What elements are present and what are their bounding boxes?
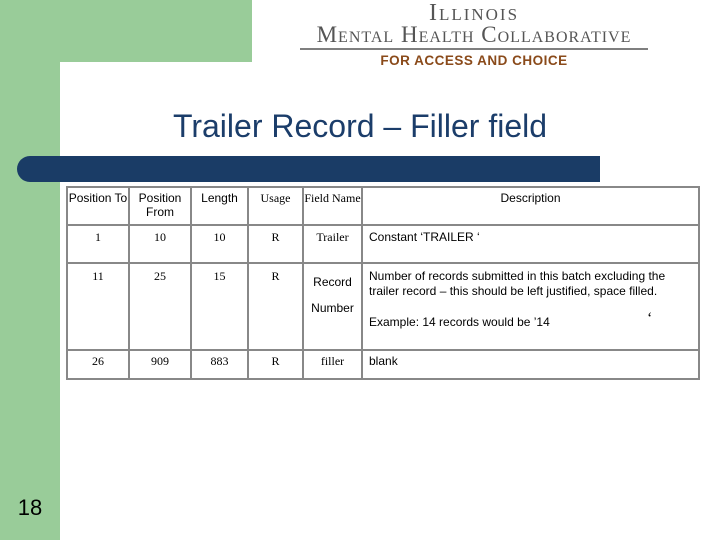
column-header-description: Description <box>362 187 699 225</box>
trailer-record-table <box>66 186 700 380</box>
column-header-position-from: Position From <box>129 187 191 225</box>
title-underline-bar <box>17 156 600 182</box>
table-row <box>67 225 699 263</box>
cell-field-name: Trailer <box>303 225 362 263</box>
cell-position-to: 26 <box>67 350 129 379</box>
cell-description <box>362 263 699 350</box>
cell-position-to: 1 <box>67 225 129 263</box>
cell-length: 883 <box>191 350 248 379</box>
green-top-band <box>0 0 252 62</box>
logo-rule <box>300 48 648 50</box>
cell-position-from: 10 <box>129 225 191 263</box>
cell-field-name <box>303 263 362 350</box>
table-header-row <box>67 187 699 225</box>
table-row <box>67 350 699 379</box>
collaborative-logo <box>292 0 656 66</box>
column-header-length: Length <box>191 187 248 225</box>
green-side-band <box>0 0 60 540</box>
cell-length: 15 <box>191 263 248 350</box>
table-row <box>67 263 699 350</box>
column-header-field-name: Field Name <box>303 187 362 225</box>
cell-position-from: 25 <box>129 263 191 350</box>
field-name-line-2: Number <box>311 301 354 315</box>
column-header-position-to: Position To <box>67 187 129 225</box>
cell-description: blank <box>362 350 699 379</box>
cell-usage: R <box>248 263 303 350</box>
cell-usage: R <box>248 350 303 379</box>
cell-description: Constant ‘TRAILER ‘ <box>362 225 699 263</box>
cell-position-from: 909 <box>129 350 191 379</box>
cell-position-to: 11 <box>67 263 129 350</box>
description-text: Number of records submitted in this batch excluding the trailer record – this should be left justified, space filled. <box>369 269 666 298</box>
field-name-line-1: Record <box>313 275 352 289</box>
column-header-usage: Usage <box>248 187 303 225</box>
stray-quote-mark: ‘ <box>647 310 653 327</box>
page-number: 18 <box>17 495 43 520</box>
logo-line-1: Illinois <box>428 0 520 26</box>
description-example: Example: 14 records would be ’14 <box>369 315 550 329</box>
cell-length: 10 <box>191 225 248 263</box>
logo-tagline: FOR ACCESS AND CHOICE <box>380 53 568 68</box>
cell-field-name: filler <box>303 350 362 379</box>
slide-title: Trailer Record – Filler field <box>172 108 548 144</box>
cell-usage: R <box>248 225 303 263</box>
logo-line-2: Mental Health Collaborative <box>316 22 632 47</box>
